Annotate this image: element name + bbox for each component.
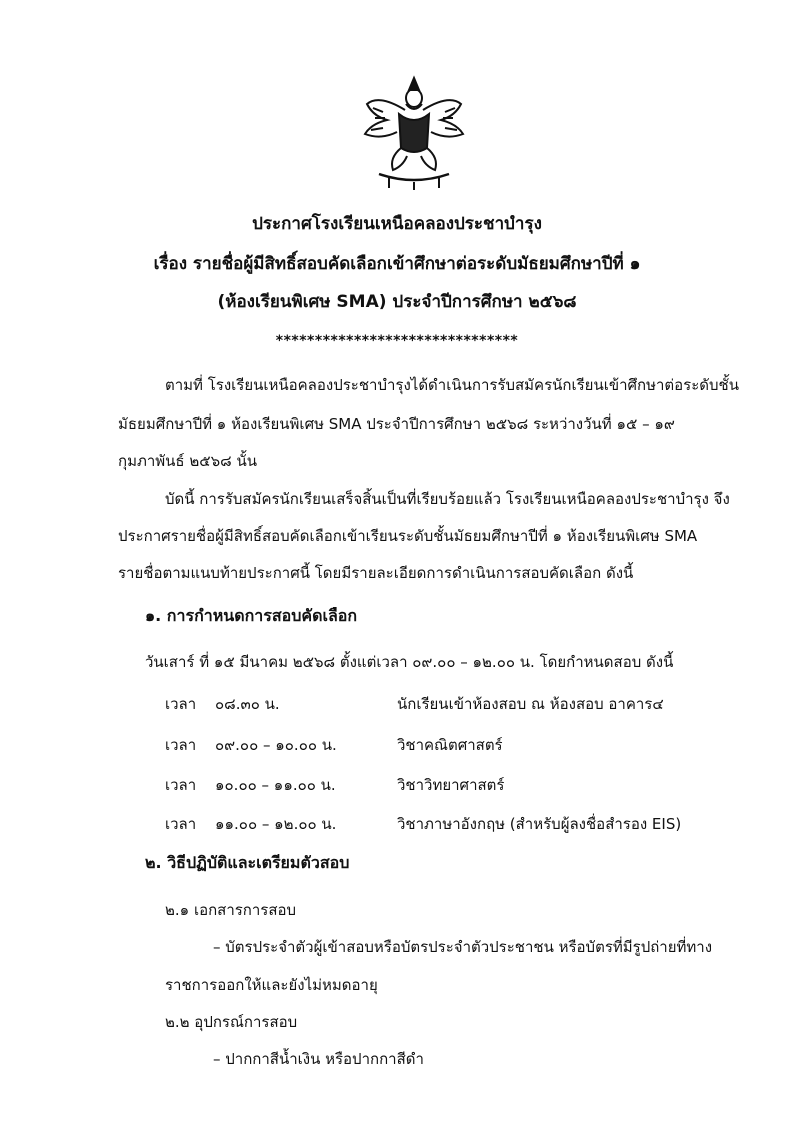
schedule-time: ๐๘.๓๐ น.	[215, 695, 280, 713]
exam-date-line: วันเสาร์ ที่ ๑๕ มีนาคม ๒๕๖๘ ตั้งแต่เวลา ๐๙.๐๐ – ๑๒.๐๐ น. โดยกำหนดสอบ ดังนี้	[145, 653, 674, 671]
documents-item-line-1: – บัตรประจำตัวผู้เข้าสอบหรือบัตรประจำตัวประชาชน หรือบัตรที่มีรูปถ่ายที่ทาง	[213, 938, 713, 956]
schedule-time: ๑๐.๐๐ – ๑๑.๐๐ น.	[215, 776, 336, 794]
schedule-description: วิชาวิทยาศาสตร์	[397, 776, 505, 794]
equipment-item: – ปากกาสีน้ำเงิน หรือปากกาสีดำ	[213, 1050, 424, 1068]
schedule-description: วิชาคณิตศาสตร์	[397, 736, 503, 754]
intro-paragraph-1-line-2: มัธยมศึกษาปีที่ ๑ ห้องเรียนพิเศษ SMA ประจำปีการศึกษา ๒๕๖๘ ระหว่างวันที่ ๑๕ – ๑๙	[118, 415, 675, 433]
intro-paragraph-1-line-1: ตามที่ โรงเรียนเหนือคลองประชาบำรุงได้ดำเนินการรับสมัครนักเรียนเข้าศึกษาต่อระดับชั้น	[165, 376, 739, 394]
schedule-label: เวลา	[165, 736, 197, 754]
announcement-subject-line2: (ห้องเรียนพิเศษ SMA) ประจำปีการศึกษา ๒๕๖๘	[217, 292, 577, 312]
schedule-description: นักเรียนเข้าห้องสอบ ณ ห้องสอบ อาคาร๔	[397, 695, 664, 713]
divider-stars: *******************************	[275, 333, 519, 349]
intro-paragraph-2-line-1: บัดนี้ การรับสมัครนักเรียนเสร็จสิ้นเป็นที่เรียบร้อยแล้ว โรงเรียนเหนือคลองประชาบำรุง จึง	[165, 490, 730, 508]
announcement-title: ประกาศโรงเรียนเหนือคลองประชาบำรุง	[252, 214, 542, 234]
documents-item-line-2: ราชการออกให้และยังไม่หมดอายุ	[165, 976, 378, 994]
subsection-2-1-heading: ๒.๑ เอกสารการสอบ	[165, 901, 297, 919]
intro-paragraph-2-line-2: ประกาศรายชื่อผู้มีสิทธิ์สอบคัดเลือกเข้าเรียนระดับชั้นมัธยมศึกษาปีที่ ๑ ห้องเรียนพิเศษ SMA	[118, 527, 698, 545]
announcement-subject: เรื่อง รายชื่อผู้มีสิทธิ์สอบคัดเลือกเข้าศึกษาต่อระดับมัธยมศึกษาปีที่ ๑	[153, 254, 641, 274]
schedule-label: เวลา	[165, 776, 197, 794]
schedule-description: วิชาภาษาอังกฤษ (สำหรับผู้ลงชื่อสำรอง EIS)	[397, 815, 682, 833]
schedule-label: เวลา	[165, 815, 197, 833]
schedule-time: ๑๑.๐๐ – ๑๒.๐๐ น.	[215, 815, 337, 833]
subsection-2-2-heading: ๒.๒ อุปกรณ์การสอบ	[165, 1013, 298, 1031]
intro-paragraph-2-line-3: รายชื่อตามแนบท้ายประกาศนี้ โดยมีรายละเอียดการดำเนินการสอบคัดเลือก ดังนี้	[118, 564, 634, 582]
section-1-heading: ๑. การกำหนดการสอบคัดเลือก	[145, 606, 358, 625]
schedule-label: เวลา	[165, 695, 197, 713]
schedule-time: ๐๙.๐๐ – ๑๐.๐๐ น.	[215, 736, 337, 754]
garuda-emblem-icon	[359, 74, 469, 192]
intro-paragraph-1-line-3: กุมภาพันธ์ ๒๕๖๘ นั้น	[118, 452, 257, 470]
section-2-heading: ๒. วิธีปฏิบัติและเตรียมตัวสอบ	[145, 853, 350, 872]
